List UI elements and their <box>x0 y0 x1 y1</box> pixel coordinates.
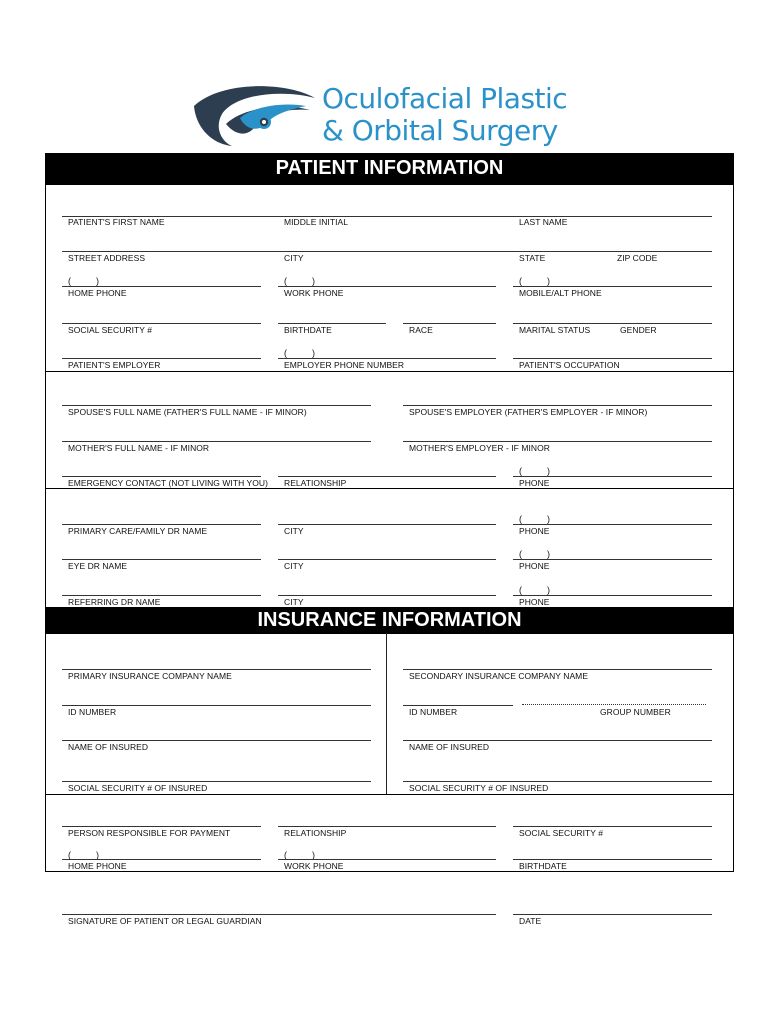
mother-employer-field[interactable] <box>403 441 712 442</box>
ssn-label: SOCIAL SECURITY # <box>68 325 152 335</box>
first-name-label: PATIENT'S FIRST NAME <box>68 217 165 227</box>
primary-dr-field[interactable] <box>62 524 261 525</box>
employer-field[interactable] <box>62 358 261 359</box>
referring-dr-label: REFERRING DR NAME <box>68 597 161 607</box>
section-header-patient <box>45 153 734 184</box>
primary-dr-label: PRIMARY CARE/FAMILY DR NAME <box>68 526 208 536</box>
marital-status-label: MARITAL STATUS <box>519 325 591 335</box>
primary-insurance-field[interactable] <box>62 669 371 670</box>
employer-phone-field[interactable] <box>278 358 496 359</box>
eye-dr-label: EYE DR NAME <box>68 561 128 571</box>
employer-phone-area: ( ) <box>284 348 315 358</box>
home-phone-field[interactable] <box>62 286 261 287</box>
work-phone-field[interactable] <box>278 286 496 287</box>
emergency-phone-label: PHONE <box>519 478 550 488</box>
secondary-id-field[interactable] <box>403 705 513 706</box>
insurance-divider <box>386 633 387 795</box>
mobile-phone-area: ( ) <box>519 276 550 286</box>
secondary-insured-ssn-field[interactable] <box>403 781 712 782</box>
primary-dr-phone-area: ( ) <box>519 514 550 524</box>
race-field[interactable] <box>403 323 496 324</box>
birthdate-label: BIRTHDATE <box>284 325 332 335</box>
city-label: CITY <box>284 253 304 263</box>
spouse-name-label: SPOUSE'S FULL NAME (FATHER'S FULL NAME - IF MINOR) <box>68 407 307 417</box>
section-header-insurance <box>45 607 734 634</box>
eye-dr-field[interactable] <box>62 559 261 560</box>
eye-dr-city-field[interactable] <box>278 559 496 560</box>
signature-label: SIGNATURE OF PATIENT OR LEGAL GUARDIAN <box>68 916 262 926</box>
secondary-insured-ssn-label: SOCIAL SECURITY # OF INSURED <box>409 783 549 793</box>
secondary-insurance-label: SECONDARY INSURANCE COMPANY NAME <box>409 671 589 681</box>
practice-logo <box>192 84 317 148</box>
section-title-patient: PATIENT INFORMATION <box>275 157 504 179</box>
eye-dr-phone-label: PHONE <box>519 561 550 571</box>
primary-insured-name-label: NAME OF INSURED <box>68 742 149 752</box>
emergency-contact-field[interactable] <box>62 476 261 477</box>
primary-dr-phone-label: PHONE <box>519 526 550 536</box>
referring-dr-field[interactable] <box>62 595 261 596</box>
spouse-employer-field[interactable] <box>403 405 712 406</box>
primary-insured-name-field[interactable] <box>62 740 371 741</box>
responsible-home-phone-area: ( ) <box>68 850 99 860</box>
race-label: RACE <box>409 325 433 335</box>
mother-employer-label: MOTHER'S EMPLOYER - IF MINOR <box>409 443 550 453</box>
responsible-birthdate-label: BIRTHDATE <box>519 861 567 871</box>
signature-field[interactable] <box>62 914 496 915</box>
responsible-home-phone-field[interactable] <box>62 859 261 860</box>
responsible-relationship-label: RELATIONSHIP <box>284 828 347 838</box>
occupation-label: PATIENT'S OCCUPATION <box>519 360 620 370</box>
date-label: DATE <box>519 916 542 926</box>
secondary-insured-name-label: NAME OF INSURED <box>409 742 490 752</box>
emergency-contact-label: EMERGENCY CONTACT (NOT LIVING WITH YOU) <box>68 478 268 488</box>
home-phone-label: HOME PHONE <box>68 288 127 298</box>
mother-name-label: MOTHER'S FULL NAME - IF MINOR <box>68 443 210 453</box>
responsible-home-phone-label: HOME PHONE <box>68 861 127 871</box>
patient-block-3 <box>45 488 734 608</box>
referring-dr-city-field[interactable] <box>278 595 496 596</box>
patient-block-2 <box>45 371 734 489</box>
section-title-insurance: INSURANCE INFORMATION <box>257 609 522 631</box>
gender-label: GENDER <box>620 325 657 335</box>
mother-name-field[interactable] <box>62 441 371 442</box>
responsible-ssn-field[interactable] <box>513 826 712 827</box>
group-number-label: GROUP NUMBER <box>600 707 671 717</box>
referring-dr-phone-field[interactable] <box>513 595 712 596</box>
marital-gender-field[interactable] <box>513 323 712 324</box>
work-phone-area: ( ) <box>284 276 315 286</box>
eye-logo-icon <box>192 84 317 148</box>
secondary-id-label: ID NUMBER <box>409 707 458 717</box>
employer-label: PATIENT'S EMPLOYER <box>68 360 161 370</box>
secondary-insurance-field[interactable] <box>403 669 712 670</box>
responsible-ssn-label: SOCIAL SECURITY # <box>519 828 603 838</box>
middle-initial-label: MIDDLE INITIAL <box>284 217 348 227</box>
responsible-work-phone-label: WORK PHONE <box>284 861 344 871</box>
eye-dr-city-label: CITY <box>284 561 304 571</box>
responsible-party-field[interactable] <box>62 826 261 827</box>
primary-id-field[interactable] <box>62 705 371 706</box>
eye-dr-phone-area: ( ) <box>519 549 550 559</box>
state-label: STATE <box>519 253 546 263</box>
emergency-relationship-field[interactable] <box>278 476 496 477</box>
emergency-phone-area: ( ) <box>519 466 550 476</box>
responsible-relationship-field[interactable] <box>278 826 496 827</box>
primary-dr-city-label: CITY <box>284 526 304 536</box>
street-address-label: STREET ADDRESS <box>68 253 146 263</box>
last-name-label: LAST NAME <box>519 217 568 227</box>
patient-block-1 <box>45 184 734 372</box>
primary-insured-ssn-label: SOCIAL SECURITY # OF INSURED <box>68 783 208 793</box>
referring-dr-city-label: CITY <box>284 597 304 607</box>
primary-insured-ssn-field[interactable] <box>62 781 371 782</box>
referring-dr-phone-label: PHONE <box>519 597 550 607</box>
date-field[interactable] <box>513 914 712 915</box>
employer-phone-label: EMPLOYER PHONE NUMBER <box>284 360 405 370</box>
responsible-birthdate-field[interactable] <box>513 859 712 860</box>
brand-line-2: & Orbital Surgery <box>322 114 558 147</box>
brand-line-1: Oculofacial Plastic <box>322 82 568 115</box>
secondary-insured-name-field[interactable] <box>403 740 712 741</box>
birthdate-field[interactable] <box>278 323 386 324</box>
primary-dr-city-field[interactable] <box>278 524 496 525</box>
ssn-field[interactable] <box>62 323 261 324</box>
responsible-party-label: PERSON RESPONSIBLE FOR PAYMENT <box>68 828 231 838</box>
home-phone-area: ( ) <box>68 276 99 286</box>
mobile-phone-label: MOBILE/ALT PHONE <box>519 288 602 298</box>
occupation-field[interactable] <box>513 358 712 359</box>
spouse-employer-label: SPOUSE'S EMPLOYER (FATHER'S EMPLOYER - IF MINOR) <box>409 407 648 417</box>
referring-dr-phone-area: ( ) <box>519 585 550 595</box>
work-phone-label: WORK PHONE <box>284 288 344 298</box>
emergency-relationship-label: RELATIONSHIP <box>284 478 347 488</box>
mobile-phone-field[interactable] <box>513 286 712 287</box>
street-address-field[interactable] <box>62 251 712 252</box>
emergency-phone-field[interactable] <box>513 476 712 477</box>
zip-code-label: ZIP CODE <box>617 253 658 263</box>
eye-dr-phone-field[interactable] <box>513 559 712 560</box>
group-number-dotted-line[interactable] <box>522 704 706 705</box>
spouse-name-field[interactable] <box>62 405 371 406</box>
responsible-work-phone-field[interactable] <box>278 859 496 860</box>
primary-dr-phone-field[interactable] <box>513 524 712 525</box>
primary-id-label: ID NUMBER <box>68 707 117 717</box>
primary-insurance-label: PRIMARY INSURANCE COMPANY NAME <box>68 671 232 681</box>
responsible-work-phone-area: ( ) <box>284 850 315 860</box>
